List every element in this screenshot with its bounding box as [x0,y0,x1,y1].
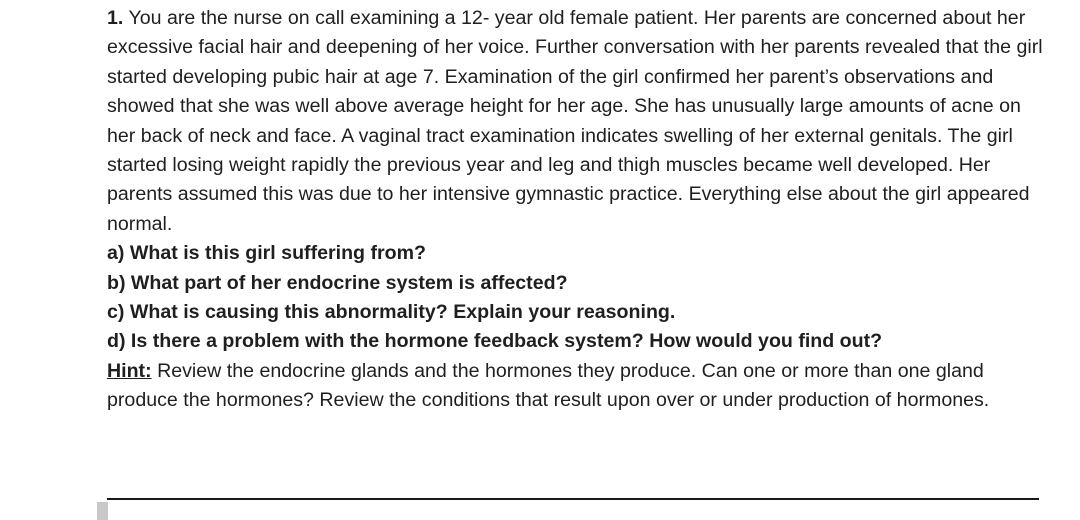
subquestion-a: a) What is this girl suffering from? [107,242,426,265]
hint-label: Hint: [107,359,152,382]
hint-text: Review the endocrine glands and the hormones they produce. Can one or more than one gland produce the hormones? Review the conditions that result upon over or under production of hormones. [107,359,990,412]
hint-paragraph [107,357,1047,416]
horizontal-rule [107,498,1039,500]
subquestion-d: d) Is there a problem with the hormone feedback system? How would you find out? [107,330,883,353]
question-paragraph [107,4,1047,239]
subquestion-b: b) What part of her endocrine system is affected? [107,271,568,294]
subquestion-c: c) What is causing this abnormality? Explain your reasoning. [107,301,676,324]
question-scenario: You are the nurse on call examining a 12- year old female patient. Her parents are concerned about her excessive facial hair and deepening of her voice. Further conversation with her parents revealed that the girl started developing pubic hair at age 7. Examination of the girl confirmed her parent’s observations and showed that she was well above average height for her age. She has unusually large amounts of acne on her back of neck and face. A vaginal tract examination indicates swelling of her external genitals. The girl started losing weight rapidly the previous year and leg and thigh muscles became well developed. Her parents assumed this was due to her intensive gymnastic practice. Everything else about the girl appeared normal. [107,7,1043,235]
question-number: 1. [107,7,124,29]
document-body [107,4,1047,416]
margin-marker [97,502,108,520]
